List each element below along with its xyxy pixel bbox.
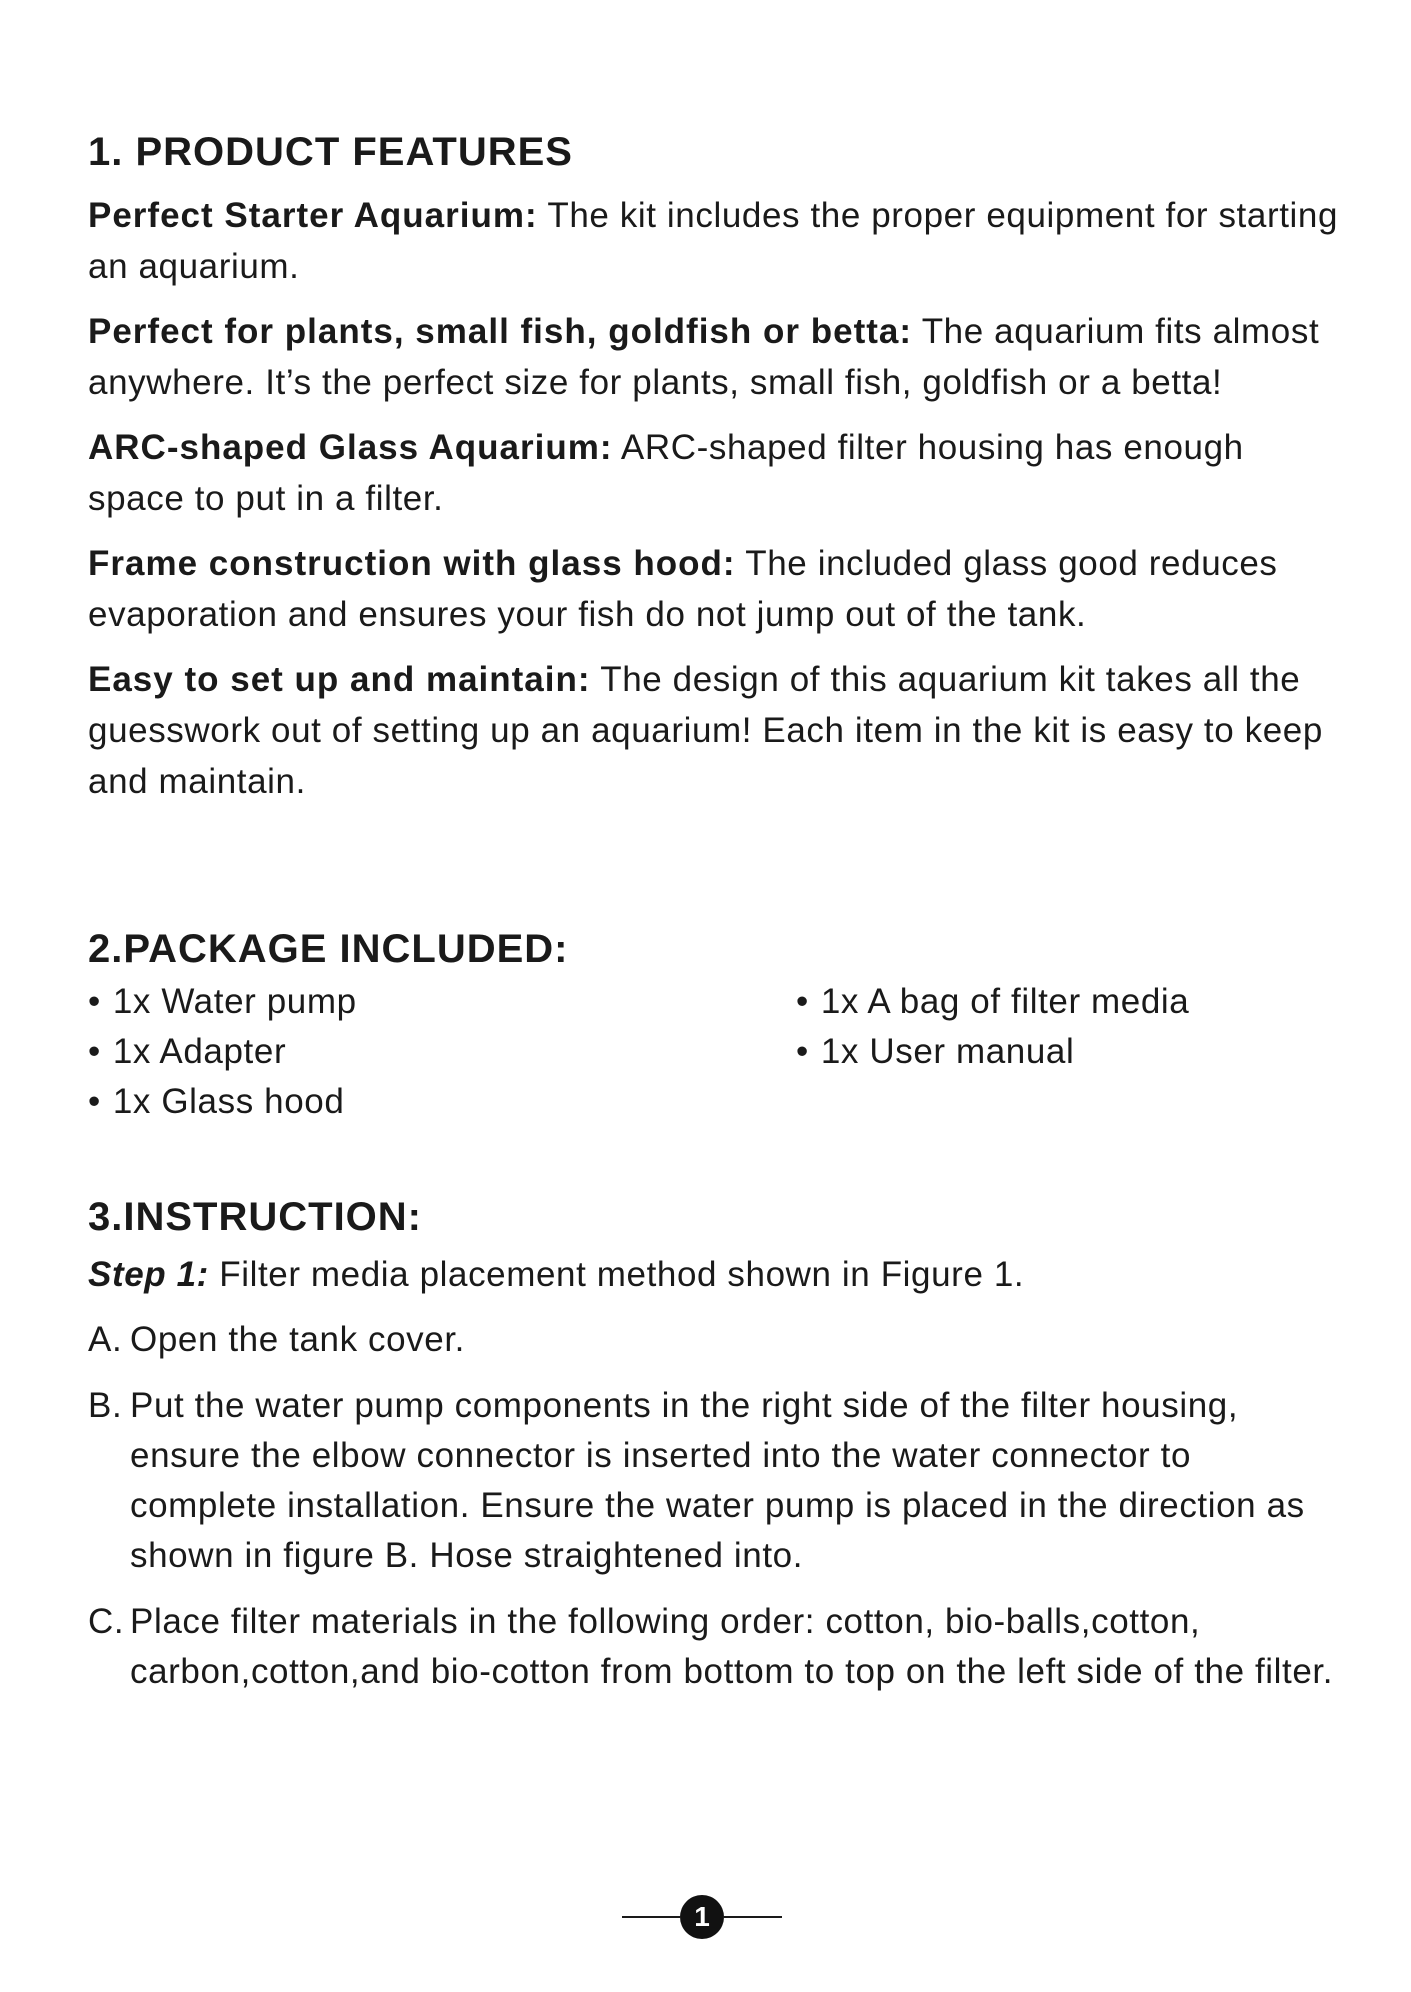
package-item: • 1x Glass hood bbox=[88, 1077, 796, 1127]
package-column-left bbox=[88, 977, 796, 1127]
package-item: • 1x A bag of filter media bbox=[796, 977, 1189, 1027]
section-heading-features: 1. PRODUCT FEATURES bbox=[88, 130, 573, 174]
feature-paragraph bbox=[88, 422, 1348, 524]
step-line bbox=[88, 1247, 1348, 1303]
page-number-marker bbox=[622, 1894, 782, 1940]
feature-title: Perfect for plants, small fish, goldfish or betta: bbox=[88, 312, 912, 351]
feature-paragraph bbox=[88, 190, 1348, 292]
instruction-text: Place filter materials in the following order: cotton, bio-balls,cotton, carbon,cotton,and bio-cotton from bottom to top on the left side of the filter. bbox=[130, 1602, 1334, 1691]
step-label: Step 1: bbox=[88, 1255, 209, 1294]
feature-title: Frame construction with glass hood: bbox=[88, 544, 736, 583]
package-column-right bbox=[796, 977, 1189, 1127]
package-list bbox=[88, 977, 1348, 1127]
instruction-item bbox=[88, 1597, 1348, 1697]
instruction-text: Open the tank cover. bbox=[130, 1320, 465, 1359]
instruction-item bbox=[88, 1381, 1348, 1581]
feature-paragraph bbox=[88, 654, 1348, 807]
manual-page bbox=[88, 128, 1348, 1713]
divider bbox=[622, 1916, 680, 1918]
feature-text: ARC-shaped filter housing has enough space to put in a filter. bbox=[88, 428, 1244, 518]
feature-title: ARC-shaped Glass Aquarium: bbox=[88, 428, 613, 467]
feature-title: Easy to set up and maintain: bbox=[88, 660, 591, 699]
step-text: Filter media placement method shown in Figure 1. bbox=[208, 1255, 1025, 1294]
instruction-label: A. bbox=[88, 1320, 123, 1359]
feature-paragraph bbox=[88, 306, 1348, 408]
instruction-label: B. bbox=[88, 1386, 123, 1425]
section-heading-package: 2.PACKAGE INCLUDED: bbox=[88, 927, 569, 971]
feature-text: The design of this aquarium kit takes all the guesswork out of setting up an aquarium! Each item in the kit is easy to keep and maintain. bbox=[88, 660, 1323, 801]
divider bbox=[724, 1916, 782, 1918]
package-item: • 1x Water pump bbox=[88, 977, 796, 1027]
section-heading-instruction: 3.INSTRUCTION: bbox=[88, 1195, 422, 1239]
feature-title: Perfect Starter Aquarium: bbox=[88, 196, 538, 235]
instruction-item bbox=[88, 1315, 1348, 1365]
package-item: • 1x User manual bbox=[796, 1027, 1189, 1077]
instruction-label: C. bbox=[88, 1602, 125, 1641]
page-number: 1 bbox=[680, 1895, 724, 1939]
feature-text: The included glass good reduces evaporation and ensures your fish do not jump out of the tank. bbox=[88, 544, 1278, 634]
feature-paragraph bbox=[88, 538, 1348, 640]
feature-text: The aquarium fits almost anywhere. It’s the perfect size for plants, small fish, goldfish or a betta! bbox=[88, 312, 1320, 402]
package-item: • 1x Adapter bbox=[88, 1027, 796, 1077]
instruction-text: Put the water pump components in the right side of the filter housing, ensure the elbow connector is inserted into the water connector to complete installation. Ensure the water pump is placed in the direction as shown in figure B. Hose straightened into. bbox=[130, 1386, 1305, 1575]
feature-text: The kit includes the proper equipment for starting an aquarium. bbox=[88, 196, 1339, 286]
